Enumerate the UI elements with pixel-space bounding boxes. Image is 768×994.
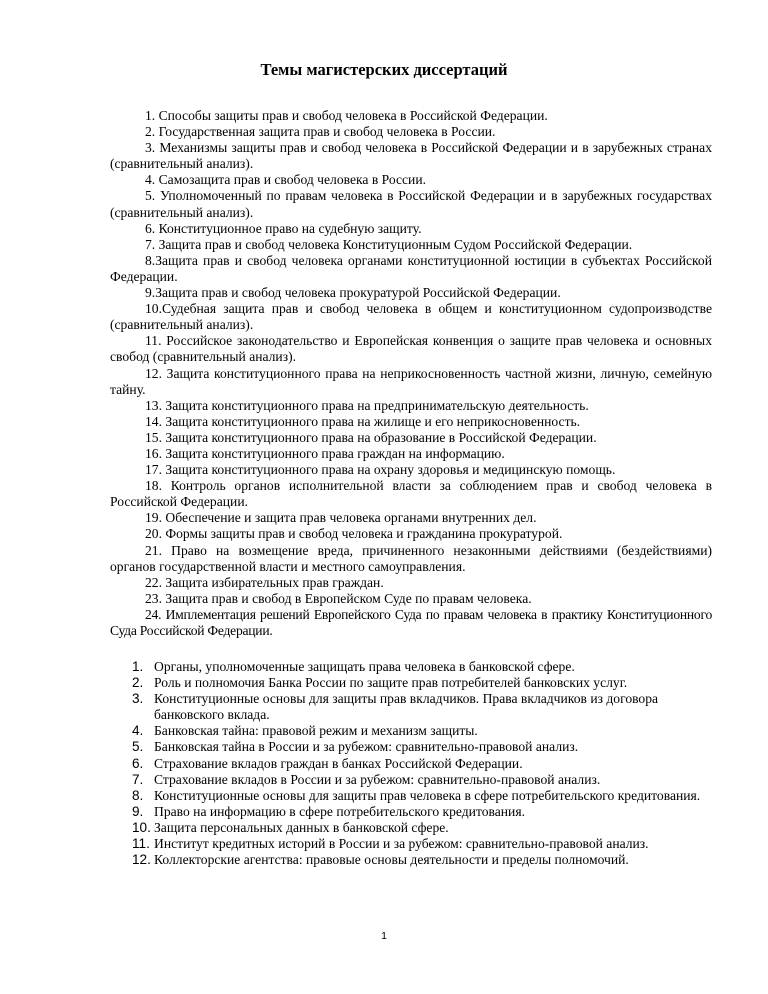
- topic-item: 9.Защита прав и свобод человека прокуратурой Российской Федерации.: [145, 285, 561, 301]
- list-item-number: 12.: [132, 852, 151, 868]
- list-item-number: 1.: [132, 659, 144, 674]
- list-item-number: 9.: [132, 803, 144, 819]
- topic-list-general: [110, 108, 712, 639]
- list-item-text: Право на информацию в сфере потребительского кредитования.: [154, 803, 525, 819]
- topic-item: 23. Защита прав и свобод в Европейском Суде по правам человека.: [145, 590, 532, 606]
- page-title: Темы магистерских диссертаций: [260, 60, 508, 79]
- list-item-text: Институт кредитных историй в России и за рубежом: сравнительно-правовой анализ.: [154, 836, 649, 852]
- topic-item: 10.Судебная защита прав и свобод человека в общем и конституционном судопроизводстве (сравнительный анализ).: [110, 301, 712, 333]
- list-item: [132, 723, 712, 739]
- topic-item: 13. Защита конституционного права на предпринимательскую деятельность.: [145, 397, 589, 413]
- topic-list-banking: [132, 659, 712, 868]
- topic-item: 8.Защита прав и свобод человека органами конституционной юстиции в субъектах Российской Федерации.: [110, 252, 712, 284]
- list-item-number: 7.: [132, 771, 144, 787]
- topic-item: 24. Имплементация решений Европейского Суда по правам человека в практику Конституционного Суда Российской Федерации.: [110, 606, 712, 638]
- list-item: [132, 772, 712, 788]
- topic-item: 5. Уполномоченный по правам человека в Российской Федерации и в зарубежных государствах (сравнительный анализ).: [110, 188, 712, 220]
- topic-item: 15. Защита конституционного права на образование в Российской Федерации.: [145, 429, 597, 445]
- topic-item: 7. Защита прав и свобод человека Конституционным Судом Российской Федерации.: [145, 236, 633, 252]
- list-item-number: 4.: [132, 723, 144, 739]
- list-item-text: Роль и полномочия Банка России по защите прав потребителей банковских услуг.: [154, 675, 628, 691]
- topic-item: 21. Право на возмещение вреда, причиненного незаконными действиями (бездействиями) органов государственной власти и местного самоуправления.: [110, 542, 712, 574]
- list-item-number: 11.: [132, 836, 150, 852]
- topic-item: 20. Формы защиты прав и свобод человека и гражданина прокуратурой.: [145, 526, 563, 542]
- topic-item: 22. Защита избирательных прав граждан.: [145, 574, 384, 590]
- list-item: [132, 820, 712, 836]
- list-item-number: 10.: [132, 819, 151, 835]
- topic-item: 11. Российское законодательство и Европейская конвенция о защите прав человека и основных свобод (сравнительный анализ).: [110, 333, 712, 365]
- topic-item: 4. Самозащита прав и свобод человека в России.: [145, 172, 427, 188]
- topic-item: 19. Обеспечение и защита прав человека органами внутренних дел.: [145, 510, 537, 526]
- list-item-text: Банковская тайна в России и за рубежом: сравнительно-правовой анализ.: [154, 739, 579, 755]
- list-item-number: 5.: [132, 739, 144, 755]
- list-item-text: Конституционные основы для защиты прав человека в сфере потребительского кредитования.: [154, 787, 701, 803]
- list-item-text: Защита персональных данных в банковской сфере.: [154, 819, 449, 835]
- topic-item: 17. Защита конституционного права на охрану здоровья и медицинскую помощь.: [145, 462, 616, 478]
- list-item: [132, 739, 712, 755]
- list-item-text: Конституционные основы для защиты прав вкладчиков. Права вкладчиков из договора банковского вклада.: [154, 691, 659, 723]
- list-item-text: Банковская тайна: правовой режим и механизм защиты.: [154, 723, 478, 739]
- topic-item: 2. Государственная защита прав и свобод человека в России.: [145, 124, 496, 140]
- topic-item: 1. Способы защиты прав и свобод человека в Российской Федерации.: [145, 108, 548, 123]
- list-item-number: 6.: [132, 755, 144, 771]
- list-item: [132, 659, 712, 675]
- list-item: [132, 836, 712, 852]
- topic-item: 3. Механизмы защиты прав и свобод человека в Российской Федерации и в зарубежных странах (сравнительный анализ).: [110, 140, 712, 172]
- topic-item: 18. Контроль органов исполнительной власти за соблюдением прав и свобод человека в Российской Федерации.: [110, 478, 712, 510]
- list-item-number: 3.: [132, 691, 144, 707]
- topic-item: 6. Конституционное право на судебную защиту.: [145, 220, 422, 236]
- topic-item: 12. Защита конституционного права на неприкосновенность частной жизни, личную, семейную тайну.: [110, 365, 712, 397]
- list-item: [132, 788, 712, 804]
- list-item: [132, 804, 712, 820]
- topic-item: 16. Защита конституционного права граждан на информацию.: [145, 445, 505, 461]
- list-item-text: Органы, уполномоченные защищать права человека в банковской сфере.: [154, 659, 575, 674]
- list-item-number: 8.: [132, 787, 144, 803]
- list-item: [132, 691, 712, 723]
- list-item-text: Коллекторские агентства: правовые основы деятельности и пределы полномочий.: [154, 852, 629, 868]
- list-item-number: 2.: [132, 675, 144, 691]
- list-item: [132, 756, 712, 772]
- list-item-text: Страхование вкладов граждан в банках Российской Федерации.: [154, 755, 523, 771]
- list-item: [132, 852, 712, 868]
- list-item: [132, 675, 712, 691]
- topic-item: 14. Защита конституционного права на жилище и его неприкосновенность.: [145, 413, 581, 429]
- list-item-text: Страхование вкладов в России и за рубежом: сравнительно-правовой анализ.: [154, 771, 601, 787]
- page-number: 1: [381, 930, 387, 942]
